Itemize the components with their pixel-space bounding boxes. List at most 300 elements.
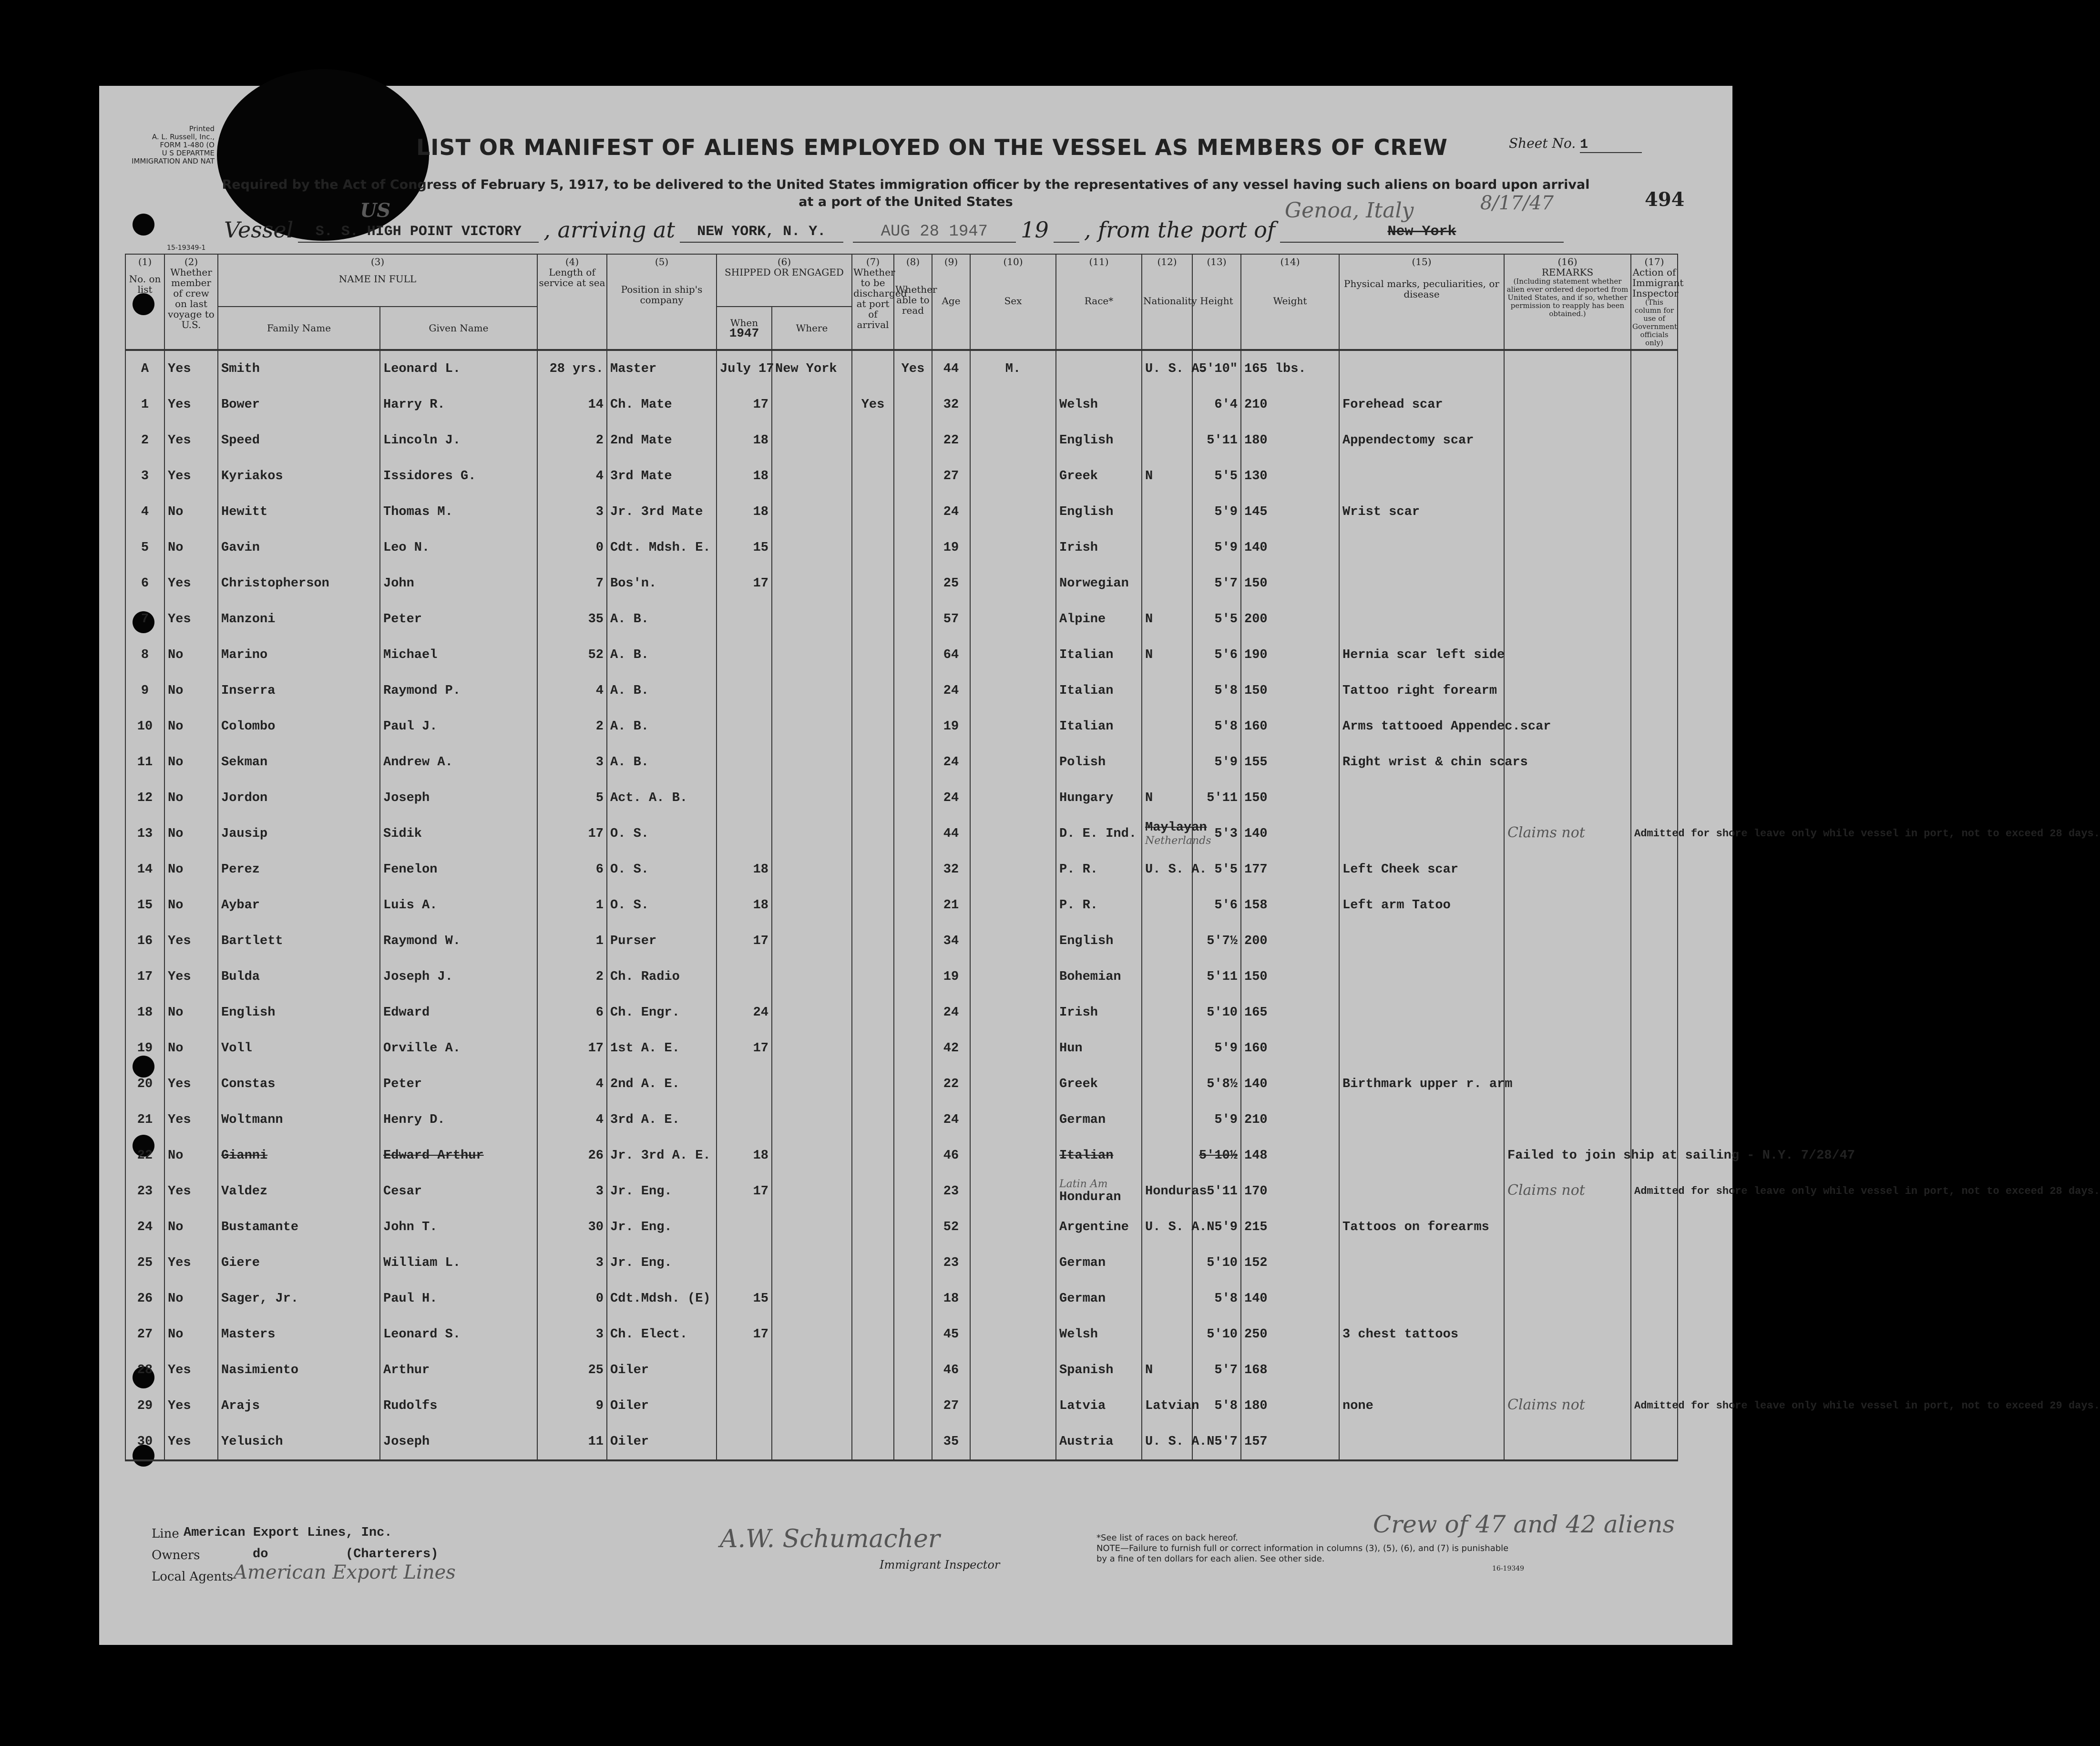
given-name: Leonard L. [383, 361, 461, 376]
age-cell [932, 1138, 970, 1173]
weight: 157 [1244, 1434, 1268, 1449]
given-name-cell [380, 565, 537, 601]
position: Jr. Eng. [610, 1184, 672, 1199]
position: Ch. Mate [610, 397, 672, 412]
height-cell [1192, 601, 1241, 637]
length-of-service-cell [537, 387, 607, 422]
remarks-cell [1504, 350, 1631, 387]
given-name: Paul H. [383, 1291, 438, 1306]
physical-marks: Birthmark upper r. arm [1342, 1077, 1513, 1091]
given-name: Peter [383, 1077, 422, 1091]
height: 5'11 [1207, 433, 1238, 448]
nationality-cell [1142, 1245, 1192, 1281]
discharged-cell [852, 1316, 894, 1352]
age: 21 [943, 898, 959, 913]
inspector-action-cell [1631, 1066, 1678, 1102]
inspector-action: Admitted for shore leave only while vessel in port, not to exceed 28 days. [1634, 1185, 2100, 1197]
row-number-cell [125, 1066, 164, 1102]
table-row [125, 458, 1678, 494]
position-cell [607, 1138, 717, 1173]
race-cell [1056, 673, 1142, 709]
nationality-cell [1142, 422, 1192, 458]
length-of-service-cell [537, 601, 607, 637]
shipped-when-cell [717, 887, 772, 923]
family-name-cell [218, 601, 380, 637]
physical-marks-cell [1339, 744, 1528, 780]
race-cell [1056, 1138, 1142, 1173]
age: 19 [943, 719, 959, 734]
previous-voyage: No [168, 862, 184, 877]
row-number: 26 [137, 1291, 153, 1306]
race: Hun [1059, 1041, 1083, 1056]
length-of-service-cell [537, 1281, 607, 1316]
length-of-service: 28 yrs. [549, 361, 604, 376]
sex-cell [970, 494, 1056, 530]
shipped-when: 17 [753, 934, 768, 948]
shipped-when: July 17 [720, 361, 774, 376]
physical-marks-cell [1339, 959, 1504, 995]
row-number: 28 [137, 1363, 153, 1377]
length-of-service: 0 [595, 1291, 604, 1306]
given-name: Cesar [383, 1184, 422, 1199]
remarks-cell [1504, 923, 1631, 959]
previous-voyage-cell [164, 387, 218, 422]
given-name: Edward [383, 1005, 430, 1020]
shipped-when: 17 [753, 1184, 768, 1199]
given-name-cell [380, 780, 537, 816]
row-number: 18 [137, 1005, 153, 1020]
remarks-cell [1504, 1138, 1855, 1173]
row-number-cell [125, 565, 164, 601]
age-cell [932, 1281, 970, 1316]
remarks-cell [1504, 780, 1631, 816]
row-number: 19 [137, 1041, 153, 1056]
given-name: Arthur [383, 1363, 430, 1377]
age-cell [932, 1102, 970, 1138]
discharged-cell [852, 422, 894, 458]
length-of-service-cell [537, 1245, 607, 1281]
previous-voyage-cell [164, 1102, 218, 1138]
age: 18 [943, 1291, 959, 1306]
weight: 148 [1244, 1148, 1268, 1163]
position-cell [607, 1209, 717, 1245]
given-name-cell [380, 816, 537, 852]
height: 5'8 [1214, 683, 1238, 698]
position: Jr. Eng. [610, 1255, 672, 1270]
age-cell [932, 1388, 970, 1424]
nationality-cell [1142, 637, 1192, 673]
physical-marks-cell [1339, 422, 1504, 458]
able-to-read-cell [894, 780, 932, 816]
height-cell [1192, 1138, 1241, 1173]
family-name: Kyriakos [221, 469, 283, 483]
discharged-cell [852, 1388, 894, 1424]
remarks-cell [1504, 816, 1631, 852]
family-name-cell [218, 816, 380, 852]
race: Bohemian [1059, 969, 1121, 984]
discharged-cell [852, 816, 894, 852]
physical-marks-cell [1339, 887, 1504, 923]
table-row [125, 923, 1678, 959]
height: 5'7 [1214, 576, 1238, 591]
length-of-service: 4 [595, 1077, 604, 1091]
family-name-cell [218, 637, 380, 673]
family-name: Hewitt [221, 504, 268, 519]
previous-voyage: Yes [168, 1363, 191, 1377]
height: 5'6 [1214, 898, 1238, 913]
nationality: U. S. A. [1145, 1220, 1207, 1234]
age: 45 [943, 1327, 959, 1342]
nationality-cell [1142, 852, 1207, 887]
race: Italian [1059, 683, 1114, 698]
physical-marks-cell [1339, 673, 1504, 709]
weight: 200 [1244, 612, 1268, 627]
given-name: Raymond P. [383, 683, 461, 698]
shipped-when: 18 [753, 504, 768, 519]
date-stamp: AUG 28 1947 [853, 222, 1016, 243]
col-header-nationality: (12) Nationality [1142, 254, 1192, 350]
age: 44 [943, 826, 959, 841]
able-to-read-cell [894, 1102, 932, 1138]
weight-cell [1241, 637, 1339, 673]
position: O. S. [610, 898, 649, 913]
physical-marks-cell [1339, 780, 1504, 816]
height-cell [1192, 923, 1241, 959]
age: 32 [943, 862, 959, 877]
height: 6'4 [1214, 397, 1238, 412]
physical-marks-cell [1339, 816, 1504, 852]
shipped-where-cell [772, 422, 852, 458]
length-of-service-cell [537, 1173, 607, 1209]
row-number-cell [125, 387, 164, 422]
shipped-where: New York [775, 361, 837, 376]
row-number: 3 [141, 469, 149, 483]
position-cell [607, 387, 717, 422]
nationality: Latvian [1145, 1398, 1199, 1413]
race: English [1059, 934, 1114, 948]
height: 5'8 [1214, 1291, 1238, 1306]
sex-cell [970, 350, 1056, 387]
family-name-cell [218, 1388, 380, 1424]
given-name-cell [380, 1102, 537, 1138]
position-cell [607, 458, 717, 494]
height-cell [1192, 1352, 1241, 1388]
position: O. S. [610, 862, 649, 877]
weight: 160 [1244, 1041, 1268, 1056]
family-name: Marino [221, 647, 268, 662]
physical-marks: Wrist scar [1342, 504, 1420, 519]
given-name-cell [380, 744, 537, 780]
age: 27 [943, 469, 959, 483]
given-name-cell [380, 530, 537, 565]
height-cell [1192, 1388, 1241, 1424]
race: Alpine [1059, 612, 1106, 627]
row-number: 25 [137, 1255, 153, 1270]
height-cell [1192, 1245, 1241, 1281]
able-to-read-cell [894, 1138, 932, 1173]
weight-cell [1241, 1173, 1339, 1209]
col-header-position: (5) Position in ship's company [607, 254, 717, 350]
printer-imprint: Printed A. L. Russell, Inc., FORM 1-480 (O U S DEPARTME IMMIGRATION AND NAT [132, 124, 215, 165]
given-name-cell [380, 1388, 537, 1424]
shipped-when-cell [717, 387, 772, 422]
weight-cell [1241, 458, 1339, 494]
age-cell [932, 816, 970, 852]
age: 22 [943, 433, 959, 448]
height-cell [1192, 422, 1241, 458]
shipped-when-cell [717, 637, 772, 673]
physical-marks-cell [1339, 1388, 1504, 1424]
length-of-service-cell [537, 1138, 607, 1173]
length-of-service-cell [537, 1030, 607, 1066]
shipped-when: 18 [753, 469, 768, 483]
shipped-where-cell [772, 744, 852, 780]
physical-marks-cell [1339, 565, 1504, 601]
weight-cell [1241, 1388, 1339, 1424]
age-cell [932, 1209, 970, 1245]
height: 5'9 [1214, 755, 1238, 770]
race-cell [1056, 601, 1142, 637]
row-number-cell [125, 1424, 164, 1460]
shipped-when-cell [717, 601, 772, 637]
age: 35 [943, 1434, 959, 1449]
row-number-cell [125, 637, 164, 673]
previous-voyage-cell [164, 494, 218, 530]
shipped-when: 15 [753, 1291, 768, 1306]
shipped-when: 18 [753, 862, 768, 877]
given-name-cell [380, 709, 537, 744]
shipped-where-cell [772, 816, 852, 852]
weight-cell [1241, 350, 1339, 387]
discharged-cell [852, 565, 894, 601]
discharged-cell [852, 1030, 894, 1066]
remarks-cell [1504, 673, 1631, 709]
height: N5'7 [1207, 1434, 1238, 1449]
age-cell [932, 1352, 970, 1388]
nationality-cell [1142, 530, 1192, 565]
vessel-name: US S. S. HIGH POINT VICTORY [298, 222, 539, 243]
previous-voyage-cell [164, 422, 218, 458]
given-name: Sidik [383, 826, 422, 841]
sex-cell [970, 852, 1056, 887]
position-cell [607, 1102, 717, 1138]
row-number: 12 [137, 791, 153, 805]
weight: 140 [1244, 1291, 1268, 1306]
line-value: American Export Lines, Inc. [184, 1526, 392, 1540]
previous-voyage-cell [164, 887, 218, 923]
inspector-action-cell [1631, 1173, 2100, 1209]
race: Argentine [1059, 1220, 1129, 1234]
inspector-action-cell [1631, 744, 1678, 780]
table-row [125, 565, 1678, 601]
shipped-where-cell [772, 601, 852, 637]
shipped-where-cell [772, 1030, 852, 1066]
nationality-cell [1142, 887, 1192, 923]
row-number: 5 [141, 540, 149, 555]
age: 44 [943, 361, 959, 376]
shipped-where-cell [772, 637, 852, 673]
position-cell [607, 1352, 717, 1388]
length-of-service: 25 [588, 1363, 604, 1377]
age-cell [932, 673, 970, 709]
table-row [125, 1173, 1678, 1209]
nationality-cell [1142, 1209, 1207, 1245]
row-number-cell [125, 673, 164, 709]
family-name: Perez [221, 862, 260, 877]
table-row [125, 673, 1678, 709]
weight-cell [1241, 565, 1339, 601]
length-of-service-cell [537, 458, 607, 494]
position-cell [607, 1316, 717, 1352]
nationality-cell [1142, 1388, 1199, 1424]
remarks-cell [1504, 1209, 1631, 1245]
sex-cell [970, 709, 1056, 744]
previous-voyage-cell [164, 565, 218, 601]
race: German [1059, 1255, 1106, 1270]
family-name: Christopherson [221, 576, 329, 591]
length-of-service-cell [537, 530, 607, 565]
race: Italian [1059, 647, 1114, 662]
family-name: Gianni [221, 1148, 268, 1163]
family-name: Bustamante [221, 1220, 299, 1234]
age-cell [932, 852, 970, 887]
height-cell [1192, 458, 1241, 494]
row-number: 7 [141, 612, 149, 627]
family-name-cell [218, 1316, 380, 1352]
table-row [125, 422, 1678, 458]
row-number: 11 [137, 755, 153, 770]
previous-voyage: No [168, 1291, 184, 1306]
age-cell [932, 387, 970, 422]
weight: 150 [1244, 791, 1268, 805]
discharged-cell [852, 1281, 894, 1316]
position: Bos'n. [610, 576, 657, 591]
inspector-action-cell [1631, 1281, 1678, 1316]
position-cell [607, 565, 717, 601]
able-to-read-cell [894, 1316, 932, 1352]
owners-role: (Charterers) [346, 1547, 439, 1561]
nationality-cell [1142, 1138, 1192, 1173]
previous-voyage-cell [164, 1424, 218, 1460]
shipped-when-cell [717, 1138, 772, 1173]
nationality: U. S. A. [1145, 862, 1207, 877]
length-of-service-cell [537, 995, 607, 1030]
sex-cell [970, 565, 1056, 601]
age: 25 [943, 576, 959, 591]
remarks-cell [1504, 959, 1631, 995]
length-of-service-cell [537, 1424, 607, 1460]
given-name: Leo N. [383, 540, 430, 555]
height: 5'8 [1214, 1398, 1238, 1413]
inspector-action-cell [1631, 780, 1678, 816]
height: N5'9 [1207, 1220, 1238, 1234]
shipped-where-cell [772, 494, 852, 530]
row-number-cell [125, 959, 164, 995]
physical-marks-cell [1339, 1316, 1504, 1352]
able-to-read-cell [894, 350, 932, 387]
row-number: 20 [137, 1077, 153, 1091]
age-cell [932, 1066, 970, 1102]
weight: 210 [1244, 397, 1268, 412]
position-cell [607, 995, 717, 1030]
height-cell [1192, 494, 1241, 530]
family-name: Smith [221, 361, 260, 376]
nationality-cell [1142, 923, 1192, 959]
weight: 158 [1244, 898, 1268, 913]
previous-voyage: Yes [168, 934, 191, 948]
crew-manifest-table [125, 254, 2100, 1461]
able-to-read-cell [894, 1173, 932, 1209]
given-name-cell [380, 1245, 537, 1281]
inspector-action-cell [1631, 530, 1678, 565]
row-number-cell [125, 1173, 164, 1209]
previous-voyage: Yes [168, 1112, 191, 1127]
age: 19 [943, 540, 959, 555]
weight: 160 [1244, 719, 1268, 734]
previous-voyage: Yes [168, 433, 191, 448]
previous-voyage-cell [164, 1173, 218, 1209]
given-name: Andrew A. [383, 755, 453, 770]
position-cell [607, 350, 717, 387]
given-name-cell [380, 852, 537, 887]
remarks-cell [1504, 1281, 1631, 1316]
family-name: Giere [221, 1255, 260, 1270]
inspector-action-cell [1631, 1245, 1678, 1281]
age-cell [932, 422, 970, 458]
discharged-cell [852, 887, 894, 923]
family-name-cell [218, 709, 380, 744]
able-to-read-cell [894, 530, 932, 565]
family-name-cell [218, 1030, 380, 1066]
discharged-cell [852, 709, 894, 744]
previous-voyage: Yes [168, 1398, 191, 1413]
row-number: A [141, 361, 149, 376]
inspector-action-cell [1631, 673, 1678, 709]
shipped-where-cell [772, 1102, 852, 1138]
weight-cell [1241, 1424, 1339, 1460]
sex-cell [970, 744, 1056, 780]
table-row [125, 1316, 1678, 1352]
previous-voyage-cell [164, 1245, 218, 1281]
previous-voyage-cell [164, 1209, 218, 1245]
inspector-action-cell [1631, 422, 1678, 458]
discharged-cell [852, 744, 894, 780]
nationality-cell [1142, 565, 1192, 601]
discharged-cell [852, 350, 894, 387]
position: Oiler [610, 1398, 649, 1413]
height: 5'7½ [1207, 934, 1238, 948]
able-to-read-cell [894, 387, 932, 422]
discharged-cell [852, 1066, 894, 1102]
inspector-action-cell [1631, 1102, 1678, 1138]
family-name: Valdez [221, 1184, 268, 1199]
page-title: LIST OR MANIFEST OF ALIENS EMPLOYED ON THE VESSEL AS MEMBERS OF CREW [416, 134, 1448, 160]
position: A. B. [610, 647, 649, 662]
row-number: 16 [137, 934, 153, 948]
length-of-service: 3 [595, 504, 604, 519]
length-of-service-cell [537, 1066, 607, 1102]
weight-cell [1241, 780, 1339, 816]
shipped-when: 15 [753, 540, 768, 555]
col-header-sex: (10) Sex [970, 254, 1056, 350]
owners-label: Owners [152, 1548, 200, 1562]
age: 52 [943, 1220, 959, 1234]
age-cell [932, 1316, 970, 1352]
shipped-when-cell [717, 565, 772, 601]
shipped-when-cell [717, 530, 772, 565]
nationality: N [1145, 612, 1153, 627]
race: Polish [1059, 755, 1106, 770]
